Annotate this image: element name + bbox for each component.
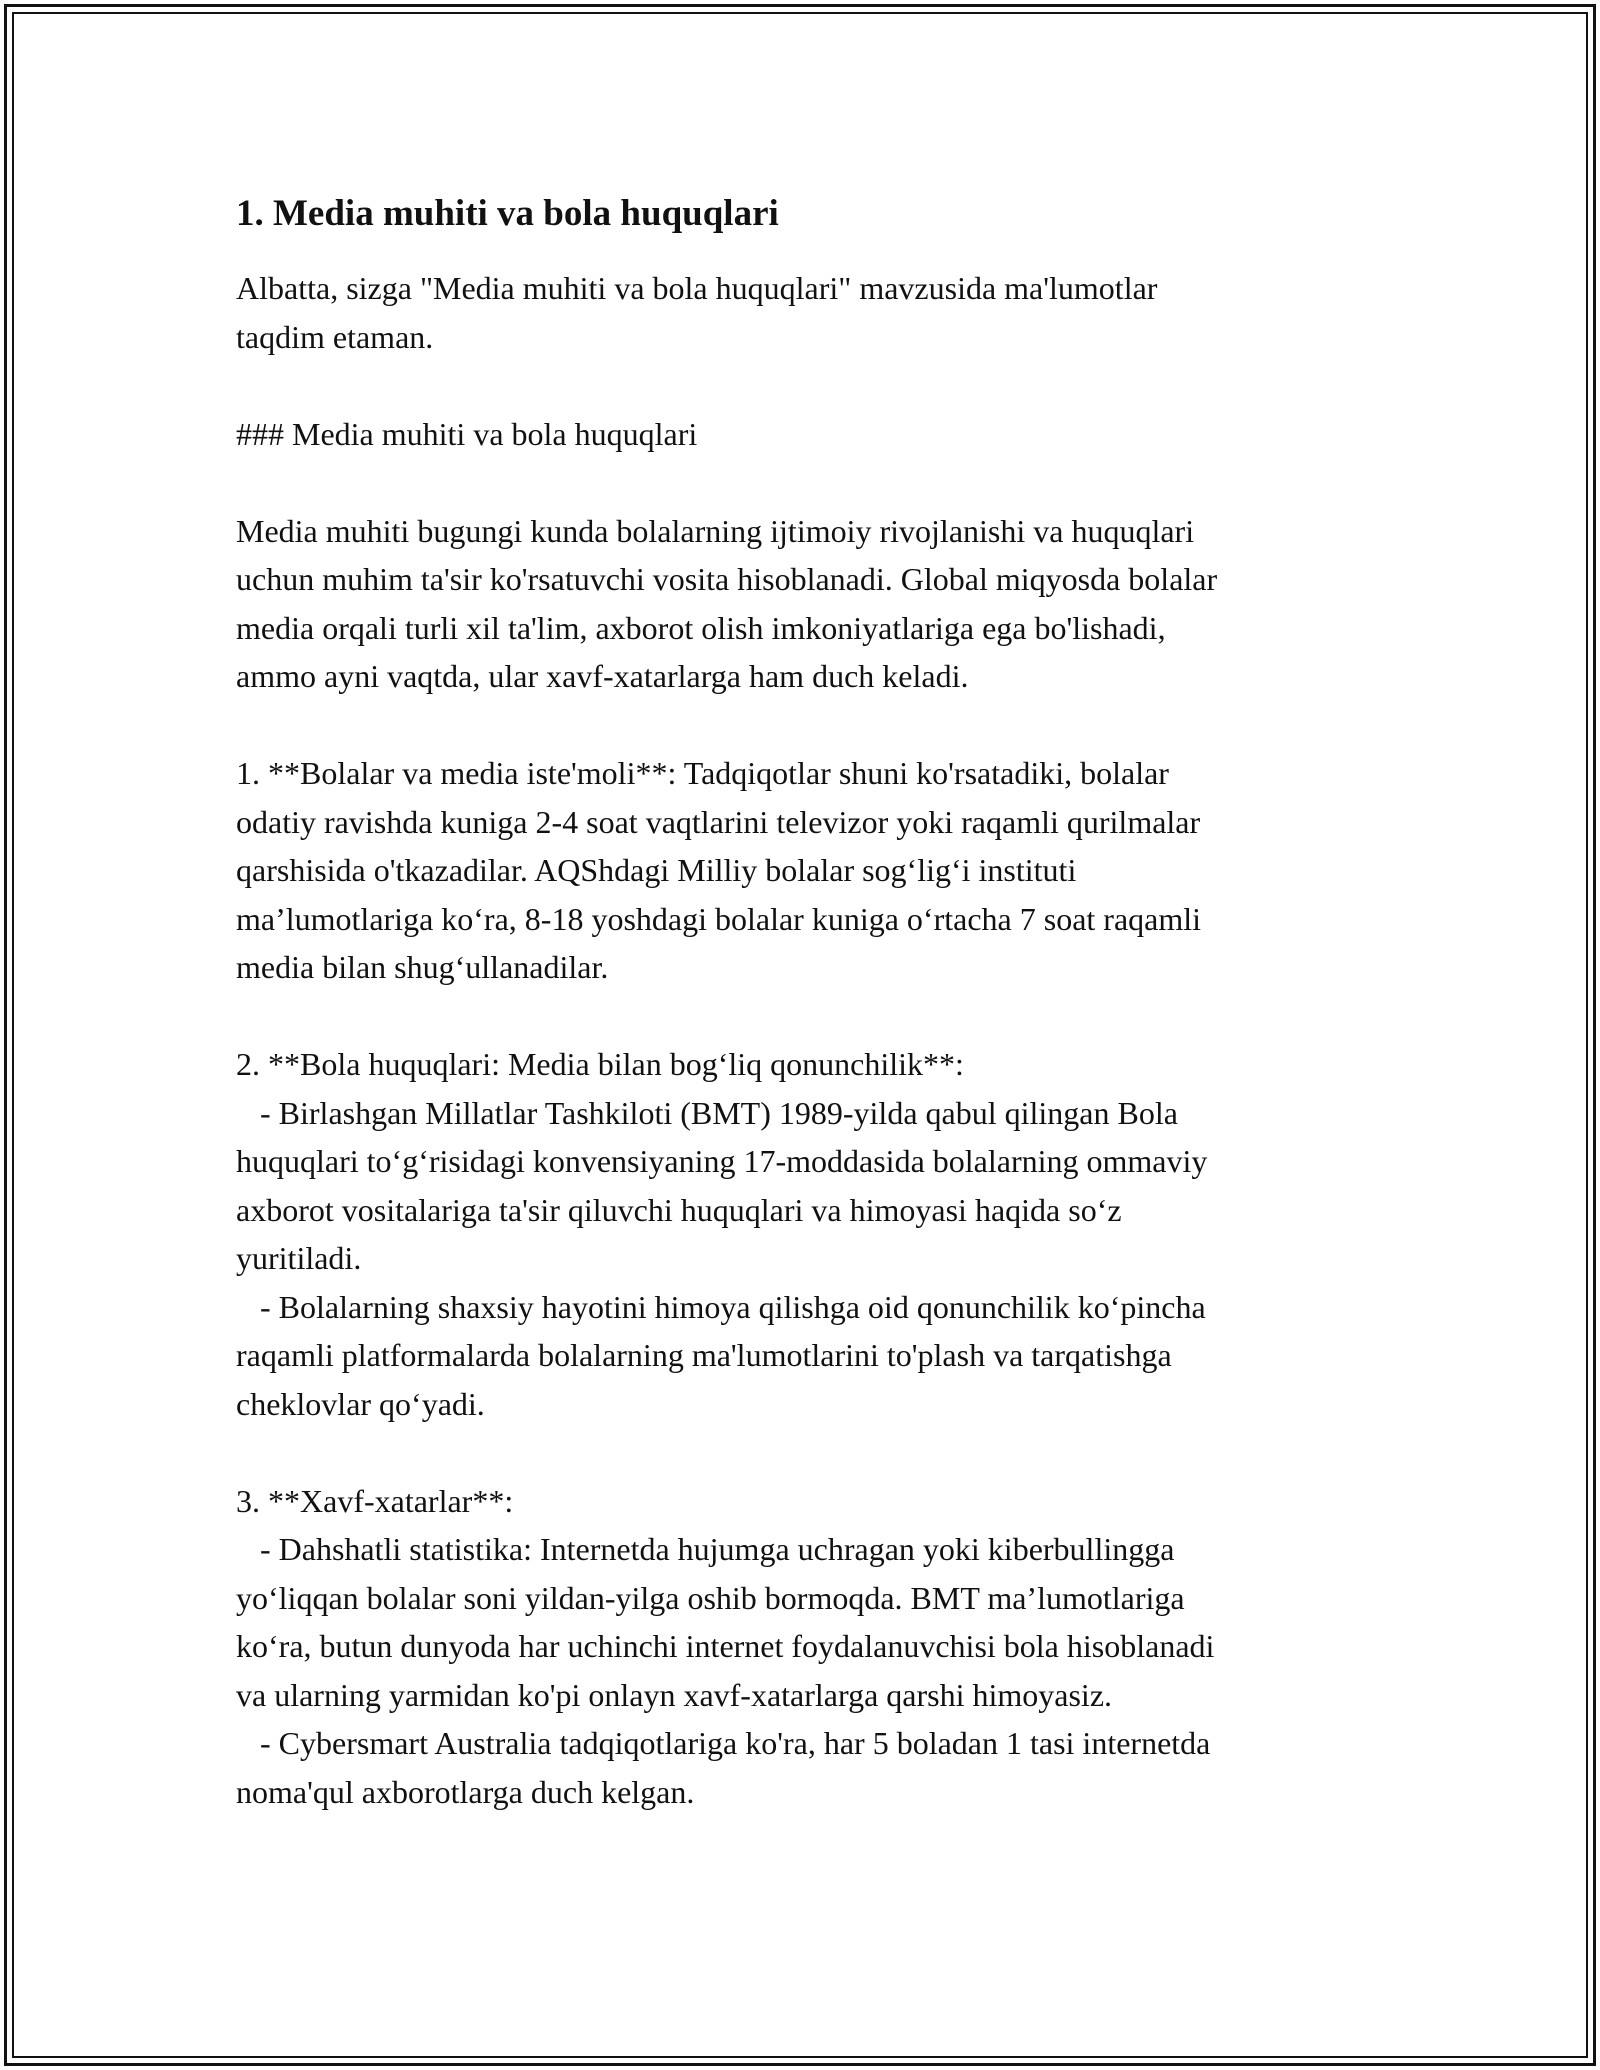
list-item-child-rights: 2. **Bola huquqlari: Media bilan bog‘liq qonunchilik**: - Birlashgan Millatlar Tashkiloti (BMT) 1989-yilda qabul qilingan Bola huquqlari to‘g‘risidagi konvensiyaning 17-moddasida bolalarning ommaviy axborot vositalariga ta'sir qiluvchi huquqlari va himoyasi haqida so‘z yuritiladi. - Bolalarning shaxsiy hayotini himoya qilishga oid qonunchilik ko‘pincha raqamli platformalarda bolalarning ma'lumotlarini to'plash va tarqatishga cheklovlar qo‘yadi. [236, 1046, 1208, 1422]
document-page [236, 186, 1396, 1816]
paragraph-gap [236, 361, 1396, 410]
markdown-subheading: ### Media muhiti va bola huquqlari [236, 415, 698, 452]
paragraph-gap [236, 458, 1396, 507]
paragraph-gap [236, 701, 1396, 750]
document-title: 1. Media muhiti va bola huquqlari [236, 193, 779, 234]
list-item-risks: 3. **Xavf-xatarlar**: - Dahshatli statistika: Internetda hujumga uchragan yoki kiberbullingga yo‘liqqan bolalar soni yildan-yilga oshib bormoqda. BMT ma’lumotlariga ko‘ra, butun dunyoda har uchinchi internet foydalanuvchisi bola hisoblanadi va ularning yarmidan ko'pi onlayn xavf-xatarlarga qarshi himoyasiz. - Cybersmart Australia tadqiqotlariga ko'ra, har 5 boladan 1 tasi internetda noma'qul axborotlarga duch kelgan. [236, 1482, 1215, 1810]
list-item-media-consumption: 1. **Bolalar va media iste'moli**: Tadqiqotlar shuni ko'rsatadiki, bolalar odatiy ravishda kuniga 2-4 soat vaqtlarini televizor yoki raqamli qurilmalar qarshisida o'tkazadilar. AQShdagi Milliy bolalar sog‘lig‘i instituti ma’lumotlariga ko‘ra, 8-18 yoshdagi bolalar kuniga o‘rtacha 7 soat raqamli media bilan shug‘ullanadilar. [236, 755, 1202, 985]
paragraph-gap [236, 992, 1396, 1041]
overview-paragraph: Media muhiti bugungi kunda bolalarning ijtimoiy rivojlanishi va huquqlari uchun muhim ta'sir ko'rsatuvchi vosita hisoblanadi. Global miqyosda bolalar media orqali turli xil ta'lim, axborot olish imkoniyatlariga ega bo'lishadi, ammo ayni vaqtda, ular xavf-xatarlarga ham duch keladi. [236, 512, 1218, 694]
paragraph-gap [236, 1428, 1396, 1477]
intro-paragraph: Albatta, sizga "Media muhiti va bola huquqlari" mavzusida ma'lumotlar taqdim etaman. [236, 270, 1158, 355]
